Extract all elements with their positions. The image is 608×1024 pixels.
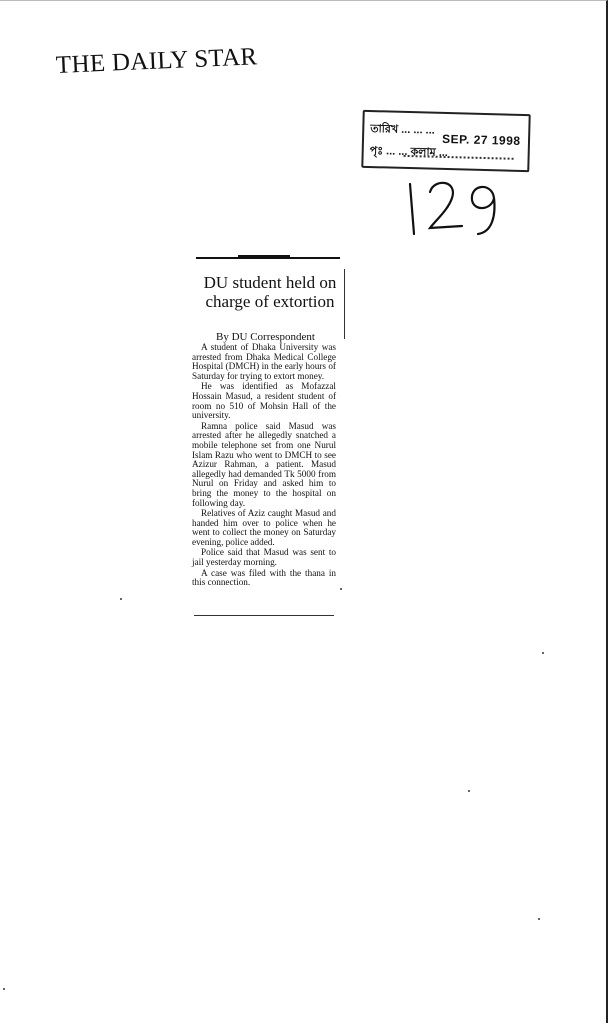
article-byline: By DU Correspondent (216, 331, 315, 343)
scan-speck (538, 918, 540, 920)
newspaper-clipping (190, 255, 340, 627)
scan-speck (340, 588, 342, 590)
clip-bottom-rule (194, 615, 334, 616)
article-paragraph: Police said that Masud was sent to jail yesterday morning. (192, 547, 336, 568)
newspaper-masthead: THE DAILY STAR (55, 43, 258, 79)
article-paragraph: A student of Dhaka University was arrested from Dhaka Medical College Hospital (DMCH) in the early hours of Saturday for trying to extort money. (192, 342, 336, 381)
clip-side-edge (342, 269, 345, 339)
scan-speck (120, 598, 122, 600)
stamp-line-1: তারিখ ... ... ... (370, 123, 435, 137)
scan-speck (542, 652, 544, 654)
date-stamp (361, 110, 530, 172)
handwritten-page-number (400, 176, 510, 242)
stamp-date: SEP. 27 1998 (441, 131, 521, 148)
article-paragraph: Relatives of Aziz caught Masud and handed him over to police when he went to collect the money on Saturday evening, police added. (192, 508, 336, 547)
stamp-line-2: পৃঃ ... ... কলাম ... (369, 145, 449, 160)
article-headline: DU student held on charge of extortion (203, 273, 337, 311)
scan-speck (3, 988, 5, 990)
article-paragraph: He was identified as Mofazzal Hossain Masud, a resident student of room no 510 of Mohsin Hall of the university. (192, 381, 336, 421)
scan-speck (468, 790, 470, 792)
article-body (192, 343, 336, 589)
article-paragraph: A case was filed with the thana in this connection. (192, 567, 336, 588)
clip-top-bar (238, 255, 290, 258)
article-paragraph: Ramna police said Masud was arrested after he allegedly snatched a mobile telephone set from one Nurul Islam Razu who went to DMCH to see Azizur Rahman, a patient. Masud allegedly had demanded Tk 5000 from Nurul on Friday and asked him to bring the money to the hospital on following day. (192, 420, 336, 508)
